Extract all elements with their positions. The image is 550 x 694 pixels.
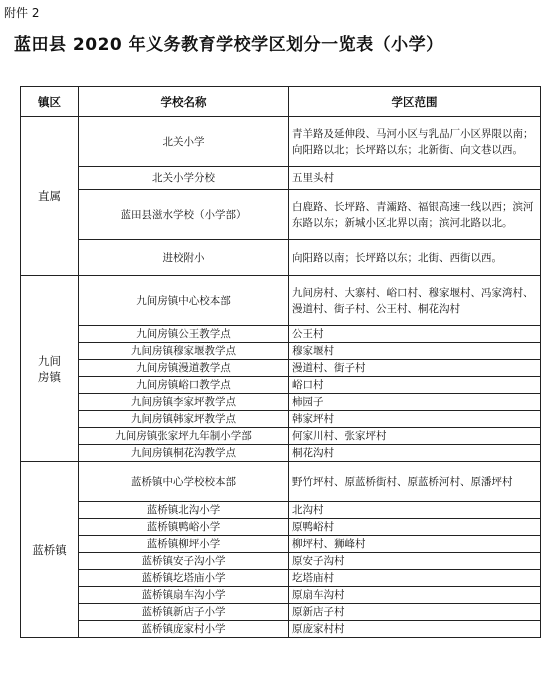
school-name-cell: 北关小学分校 (79, 167, 289, 190)
table-body (21, 117, 541, 638)
school-name-cell: 进校附小 (79, 240, 289, 276)
district-scope-cell: 原新店子村 (289, 604, 541, 621)
school-name-cell: 九间房镇穆家堰教学点 (79, 343, 289, 360)
table-header-row (21, 87, 541, 117)
school-name-cell: 蓝桥镇柳坪小学 (79, 536, 289, 553)
table-row (21, 276, 541, 326)
header-town: 镇区 (21, 87, 79, 117)
header-school: 学校名称 (79, 87, 289, 117)
table-row (21, 167, 541, 190)
school-name-cell: 九间房镇漫道教学点 (79, 360, 289, 377)
table-row (21, 326, 541, 343)
table-row (21, 411, 541, 428)
district-scope-cell: 圪塔庙村 (289, 570, 541, 587)
district-scope-cell: 野竹坪村、原蓝桥街村、原蓝桥河村、原潘坪村 (289, 462, 541, 502)
table-row (21, 621, 541, 638)
district-scope-cell: 漫道村、街子村 (289, 360, 541, 377)
district-scope-cell: 原鸭峪村 (289, 519, 541, 536)
district-scope-cell: 何家川村、张家坪村 (289, 428, 541, 445)
district-scope-cell: 柳坪村、狮峰村 (289, 536, 541, 553)
district-scope-cell: 九间房村、大寨村、峪口村、穆家堰村、冯家湾村、漫道村、街子村、公王村、桐花沟村 (289, 276, 541, 326)
page-title: 蓝田县 2020 年义务教育学校学区划分一览表（小学） (14, 35, 444, 55)
school-name-cell: 蓝桥镇北沟小学 (79, 502, 289, 519)
school-name-cell: 蓝桥镇扇车沟小学 (79, 587, 289, 604)
town-cell: 直属 (21, 117, 79, 276)
district-scope-cell: 白鹿路、长坪路、青灞路、福银高速一线以西；滨河东路以东；新城小区北界以南；滨河北路以北。 (289, 190, 541, 240)
table-row (21, 377, 541, 394)
table-row (21, 394, 541, 411)
table-row (21, 519, 541, 536)
district-scope-cell: 桐花沟村 (289, 445, 541, 462)
district-scope-cell: 公王村 (289, 326, 541, 343)
table-row (21, 553, 541, 570)
table-row (21, 462, 541, 502)
district-scope-cell: 韩家坪村 (289, 411, 541, 428)
table-row (21, 240, 541, 276)
school-name-cell: 九间房镇桐花沟教学点 (79, 445, 289, 462)
attachment-label: 附件 2 (4, 6, 40, 20)
school-name-cell: 九间房镇峪口教学点 (79, 377, 289, 394)
school-name-cell: 蓝桥镇圪塔庙小学 (79, 570, 289, 587)
school-name-cell: 蓝桥镇新店子小学 (79, 604, 289, 621)
district-scope-cell: 原扇车沟村 (289, 587, 541, 604)
table-row (21, 343, 541, 360)
school-name-cell: 蓝桥镇中心学校校本部 (79, 462, 289, 502)
district-scope-cell: 穆家堰村 (289, 343, 541, 360)
table-row (21, 428, 541, 445)
town-cell: 九间房镇 (21, 276, 79, 462)
table-row (21, 117, 541, 167)
school-name-cell: 蓝桥镇安子沟小学 (79, 553, 289, 570)
table-row (21, 604, 541, 621)
school-name-cell: 九间房镇公王教学点 (79, 326, 289, 343)
school-name-cell: 九间房镇张家坪九年制小学部 (79, 428, 289, 445)
district-scope-cell: 原安子沟村 (289, 553, 541, 570)
school-name-cell: 北关小学 (79, 117, 289, 167)
district-scope-cell: 峪口村 (289, 377, 541, 394)
school-name-cell: 蓝桥镇庞家村小学 (79, 621, 289, 638)
district-scope-cell: 向阳路以南；长坪路以东；北街、西街以西。 (289, 240, 541, 276)
town-cell: 蓝桥镇 (21, 462, 79, 638)
table-row (21, 536, 541, 553)
district-scope-cell: 五里头村 (289, 167, 541, 190)
school-name-cell: 九间房镇中心校本部 (79, 276, 289, 326)
school-name-cell: 蓝田县滋水学校（小学部） (79, 190, 289, 240)
table-row (21, 570, 541, 587)
table-row (21, 445, 541, 462)
school-name-cell: 九间房镇韩家坪教学点 (79, 411, 289, 428)
district-scope-cell: 柿园子 (289, 394, 541, 411)
district-table (20, 86, 541, 638)
district-scope-cell: 北沟村 (289, 502, 541, 519)
table-row (21, 360, 541, 377)
header-scope: 学区范围 (289, 87, 541, 117)
school-name-cell: 九间房镇李家坪教学点 (79, 394, 289, 411)
table-row (21, 502, 541, 519)
school-name-cell: 蓝桥镇鸭峪小学 (79, 519, 289, 536)
table-row (21, 190, 541, 240)
district-scope-cell: 青羊路及延伸段、马河小区与乳品厂小区界限以南；向阳路以北；长坪路以东；北新街、向文巷以西。 (289, 117, 541, 167)
district-scope-cell: 原庞家村村 (289, 621, 541, 638)
table-row (21, 587, 541, 604)
